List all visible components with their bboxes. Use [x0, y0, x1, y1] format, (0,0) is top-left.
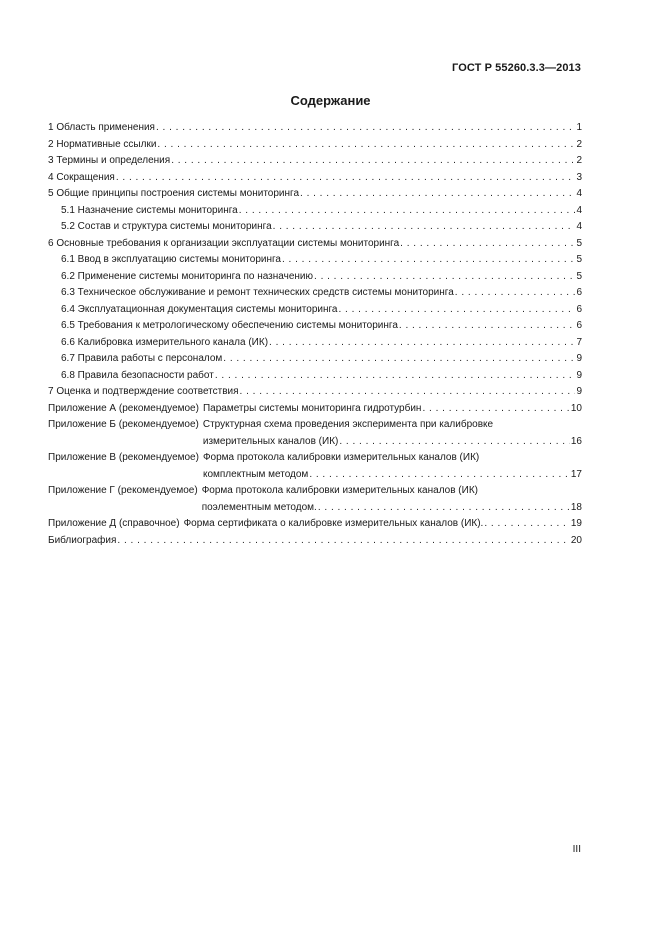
- toc-entry-page: 6: [576, 303, 582, 315]
- toc-entry-page: 20: [570, 534, 582, 546]
- leader-dots: [269, 335, 575, 352]
- toc-entry-label: 6.3 Техническое обслуживание и ремонт технических средств системы мониторинга: [61, 287, 454, 298]
- toc-entry-appendix[interactable]: [48, 450, 582, 483]
- toc-entry-label: 6.1 Ввод в эксплуатацию системы мониторинга: [61, 254, 281, 265]
- leader-dots: [273, 219, 576, 236]
- leader-dots: [484, 516, 570, 533]
- toc-entry[interactable]: [48, 335, 582, 352]
- toc-entry[interactable]: [48, 186, 582, 203]
- leader-dots: [318, 500, 570, 517]
- leader-dots: [400, 236, 575, 253]
- toc-entry-page: 4: [576, 221, 582, 232]
- toc-entry-label: 6.4 Эксплуатационная документация системы мониторинга: [61, 303, 338, 315]
- toc-entry-label: Библиография: [48, 534, 117, 546]
- toc-entry-label: 5.2 Состав и структура системы мониторинга: [61, 221, 272, 232]
- toc-entry[interactable]: [48, 236, 582, 253]
- appendix-title: измерительных каналов (ИК): [202, 435, 339, 447]
- toc-entry[interactable]: [48, 170, 582, 187]
- toc-entry-appendix[interactable]: [48, 483, 582, 516]
- toc-entry[interactable]: [48, 368, 582, 385]
- toc-entry-page: 4: [576, 204, 582, 216]
- appendix-prefix: Приложение А (рекомендуемое): [48, 402, 199, 414]
- toc-entry-label: 6 Основные требования к организации эксплуатации системы мониторинга: [48, 237, 400, 249]
- toc-entry-label: 6.5 Требования к метрологическому обеспечению системы мониторинга: [61, 320, 398, 331]
- appendix-title: поэлементным методом.: [201, 501, 317, 513]
- leader-dots: [399, 318, 576, 335]
- leader-dots: [455, 285, 576, 302]
- leader-dots: [117, 533, 569, 550]
- toc-entry-label: 6.8 Правила безопасности работ: [61, 369, 214, 381]
- toc-entry-label: 1 Область применения: [48, 122, 155, 133]
- toc-entry[interactable]: [48, 120, 582, 137]
- toc-entry-label: 2 Нормативные ссылки: [48, 138, 157, 150]
- toc-entry-page: 9: [576, 369, 582, 381]
- appendix-prefix: Приложение Г (рекомендуемое): [48, 485, 198, 496]
- toc-entry[interactable]: [48, 203, 582, 220]
- leader-dots: [282, 252, 575, 269]
- leader-dots: [116, 170, 576, 187]
- appendix-title: Форма сертификата о калибровке измерительных каналов (ИК).: [183, 518, 484, 529]
- appendix-prefix: Приложение Б (рекомендуемое): [48, 419, 199, 430]
- toc-entry-label: 6.2 Применение системы мониторинга по назначению: [61, 270, 314, 282]
- appendix-title-line1: Форма протокола калибровки измерительных каналов (ИК): [201, 485, 478, 496]
- toc-entry-page: 16: [570, 435, 582, 447]
- leader-dots: [314, 269, 575, 286]
- toc-entry[interactable]: [48, 252, 582, 269]
- toc-entry-appendix[interactable]: [48, 401, 582, 418]
- toc-entry-label: 5 Общие принципы построения системы мониторинга: [48, 188, 300, 199]
- toc-entry-page: 2: [576, 138, 582, 150]
- toc-entry-label: 4 Сокращения: [48, 171, 115, 183]
- toc-entry[interactable]: [48, 137, 582, 154]
- toc-entry-page: 9: [576, 353, 582, 364]
- leader-dots: [339, 434, 570, 451]
- toc-entry[interactable]: [48, 302, 582, 319]
- toc-entry-page: 5: [576, 270, 582, 282]
- toc-entry-label: 5.1 Назначение системы мониторинга: [61, 204, 238, 216]
- document-header: ГОСТ Р 55260.3.3—2013: [452, 62, 581, 74]
- toc-entry[interactable]: [48, 285, 582, 302]
- leader-dots: [339, 302, 576, 319]
- toc-entry[interactable]: [48, 384, 582, 401]
- toc-entry-label: 7 Оценка и подтверждение соответствия: [48, 386, 239, 397]
- toc-entry-page: 18: [570, 501, 582, 513]
- toc-entry-page: 19: [570, 518, 582, 529]
- leader-dots: [309, 467, 570, 484]
- appendix-title: комплектным методом: [202, 468, 309, 480]
- toc-entry-label: 6.6 Калибровка измерительного канала (ИК): [61, 336, 269, 348]
- page-title: Содержание: [290, 93, 371, 108]
- toc-entry-page: 1: [576, 122, 582, 133]
- appendix-title-line1: Форма протокола калибровки измерительных каналов (ИК): [202, 452, 480, 463]
- toc-entry-page: 3: [576, 171, 582, 183]
- toc-entry-page: 5: [576, 237, 582, 249]
- page-number: III: [572, 844, 581, 855]
- toc-entry-page: 2: [576, 155, 582, 166]
- leader-dots: [157, 137, 575, 154]
- toc-entry[interactable]: [48, 219, 582, 236]
- toc-entry-bibliography[interactable]: [48, 533, 582, 550]
- leader-dots: [240, 384, 576, 401]
- toc-entry-page: 6: [576, 287, 582, 298]
- toc-entry-page: 17: [570, 468, 582, 480]
- toc-entry[interactable]: [48, 153, 582, 170]
- toc-entry-page: 4: [576, 188, 582, 199]
- toc-entry-appendix[interactable]: [48, 516, 582, 533]
- leader-dots: [239, 203, 576, 220]
- toc-entry-label: 6.7 Правила работы с персоналом: [61, 353, 223, 364]
- toc-entry-appendix[interactable]: [48, 417, 582, 450]
- toc-entry-page: 10: [570, 402, 582, 414]
- toc-entry-page: 9: [576, 386, 582, 397]
- leader-dots: [422, 401, 569, 418]
- leader-dots: [171, 153, 575, 170]
- appendix-prefix: Приложение В (рекомендуемое): [48, 452, 199, 463]
- appendix-prefix: Приложение Д (справочное): [48, 518, 180, 529]
- appendix-title: Параметры системы мониторинга гидротурбин: [202, 402, 422, 414]
- toc-entry-page: 6: [576, 320, 582, 331]
- toc-entry-label: 3 Термины и определения: [48, 155, 171, 166]
- leader-dots: [215, 368, 576, 385]
- leader-dots: [223, 351, 575, 368]
- appendix-title-line1: Структурная схема проведения эксперимента при калибровке: [202, 419, 494, 430]
- leader-dots: [156, 120, 575, 137]
- table-of-contents: [48, 120, 582, 549]
- toc-entry[interactable]: [48, 269, 582, 286]
- toc-entry[interactable]: [48, 318, 582, 335]
- toc-entry[interactable]: [48, 351, 582, 368]
- toc-entry-page: 5: [576, 254, 582, 265]
- leader-dots: [300, 186, 575, 203]
- toc-entry-page: 7: [576, 336, 582, 348]
